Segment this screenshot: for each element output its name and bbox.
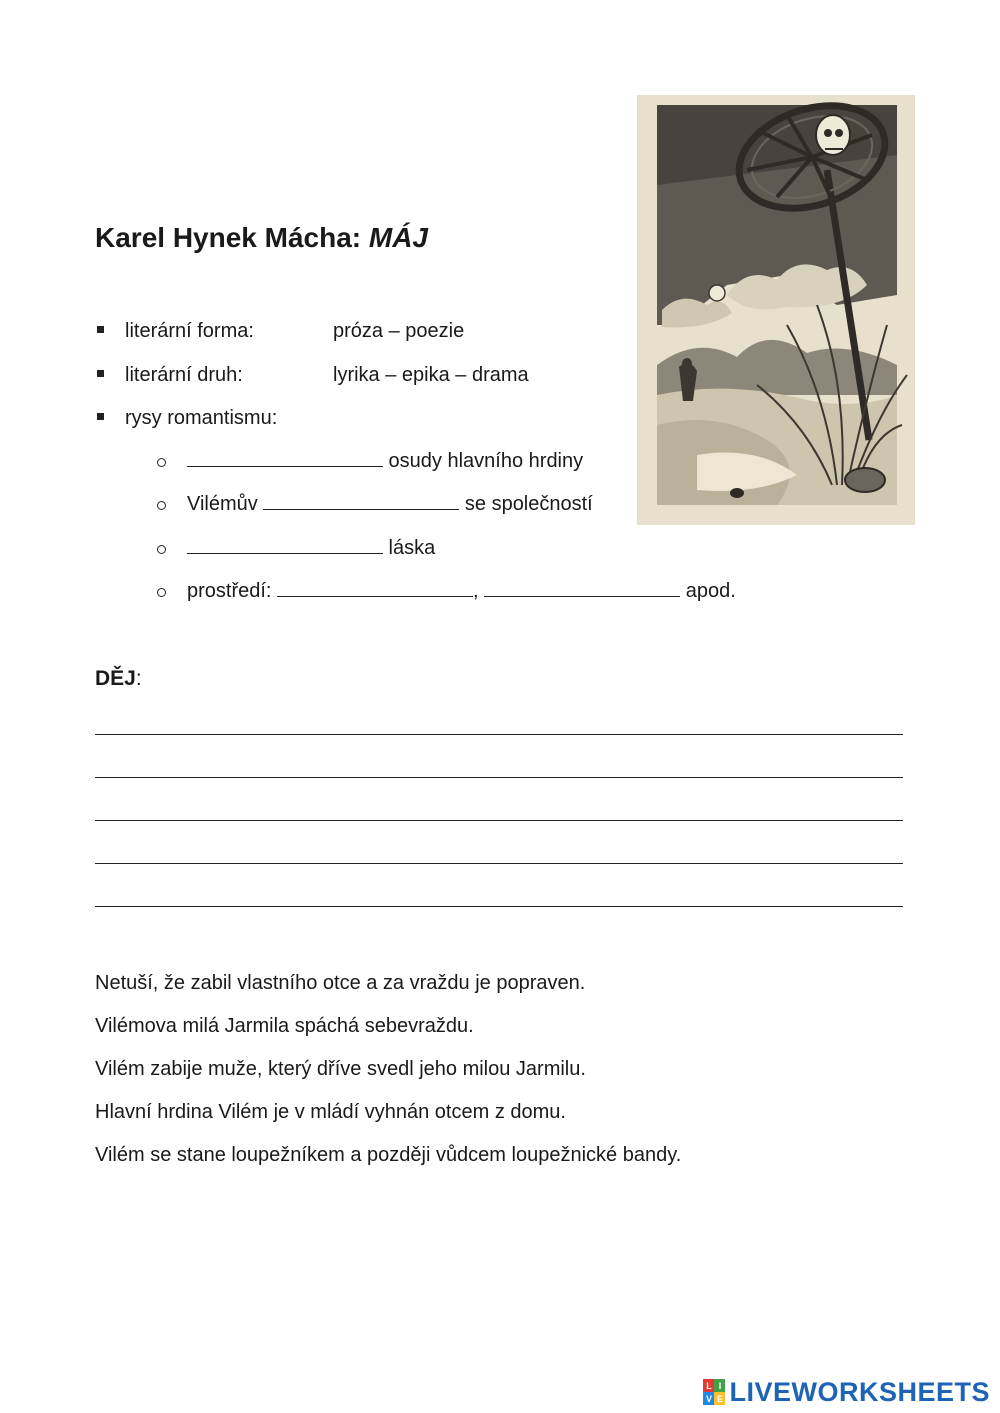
title-author: Karel Hynek Mácha:	[95, 222, 369, 253]
answer-line-3[interactable]	[95, 820, 903, 821]
setting-prefix: prostředí:	[187, 580, 278, 602]
logo-letter-l: L	[703, 1379, 714, 1392]
genre-label: literární druh:	[125, 364, 243, 386]
love-text: láska	[383, 537, 436, 559]
conflict-blank[interactable]	[263, 492, 459, 510]
conflict-prefix: Vilémův	[187, 493, 264, 515]
bullet-square-icon	[97, 370, 104, 377]
love-blank[interactable]	[187, 536, 383, 554]
bullet-circle-icon	[157, 501, 166, 510]
setting-sep: ,	[473, 580, 485, 602]
liveworksheets-logo-icon	[703, 1379, 725, 1405]
sentence-2[interactable]: Vilémova milá Jarmila spáchá sebevraždu.	[95, 1015, 474, 1037]
plot-heading-text: DĚJ	[95, 667, 136, 690]
sentence-1[interactable]: Netuší, že zabil vlastního otce a za vraždu je popraven.	[95, 972, 586, 994]
form-label: literární forma:	[125, 320, 254, 342]
brand-name: LIVEWORKSHEETS	[729, 1376, 990, 1407]
bullet-circle-icon	[157, 588, 166, 597]
sentence-3[interactable]: Vilém zabije muže, který dříve svedl jeho milou Jarmilu.	[95, 1058, 586, 1080]
love-item	[187, 536, 435, 560]
brand-logo	[703, 1377, 990, 1407]
setting-item	[187, 579, 736, 603]
sentence-4[interactable]: Hlavní hrdina Vilém je v mládí vyhnán otcem z domu.	[95, 1101, 566, 1123]
fate-item	[187, 449, 583, 473]
answer-line-2[interactable]	[95, 777, 903, 778]
plot-heading-colon: :	[135, 667, 142, 690]
sentence-5[interactable]: Vilém se stane loupežníkem a později vůdcem loupežnické bandy.	[95, 1144, 682, 1166]
romanticism-label: rysy romantismu:	[125, 407, 278, 429]
title-work: MÁJ	[368, 222, 429, 253]
setting-suffix: apod.	[680, 580, 736, 602]
answer-line-5[interactable]	[95, 906, 903, 907]
page-title	[95, 222, 428, 254]
answer-line-4[interactable]	[95, 863, 903, 864]
setting-blank-1[interactable]	[277, 579, 473, 597]
form-value: próza – poezie	[333, 320, 465, 342]
fate-blank[interactable]	[187, 449, 383, 467]
woodcut-illustration-icon	[637, 95, 915, 525]
conflict-item	[187, 492, 593, 516]
logo-letter-i: I	[714, 1379, 725, 1392]
logo-letter-v: V	[703, 1392, 714, 1405]
genre-value: lyrika – epika – drama	[333, 364, 529, 386]
conflict-suffix: se společností	[459, 493, 593, 515]
plot-heading	[95, 667, 142, 691]
bullet-square-icon	[97, 413, 104, 420]
logo-letter-e: E	[714, 1392, 725, 1405]
fate-text: osudy hlavního hrdiny	[383, 450, 584, 472]
bullet-square-icon	[97, 326, 104, 333]
bullet-circle-icon	[157, 458, 166, 467]
setting-blank-2[interactable]	[484, 579, 680, 597]
answer-line-1[interactable]	[95, 734, 903, 735]
bullet-circle-icon	[157, 545, 166, 554]
